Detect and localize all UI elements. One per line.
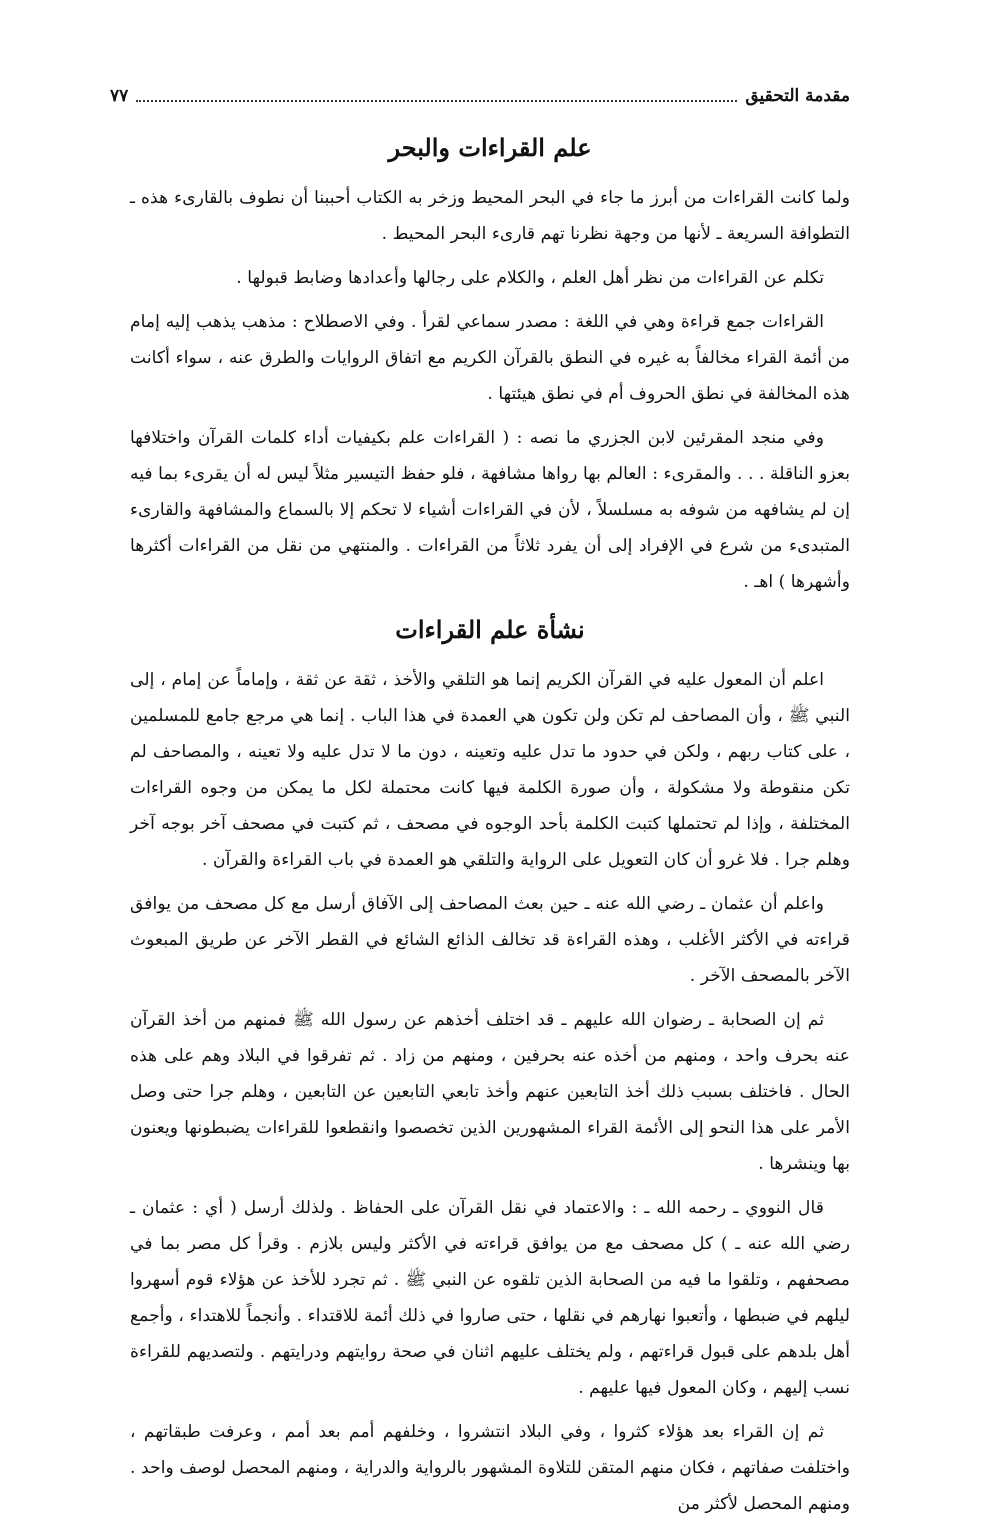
paragraph: القراءات جمع قراءة وهي في اللغة : مصدر سماعي لقرأ . وفي الاصطلاح : مذهب يذهب إليه إمام من أئمة القراء مخالفاً به غيره في النطق بالقرآن الكريم مع اتفاق الروايات والطرق عنه ، سواء أكانت هذه المخالفة في نطق الحروف أم في نطق هيئتها . bbox=[130, 312, 850, 404]
section-heading-origin-of-qiraat: نشأة علم القراءات bbox=[395, 615, 585, 644]
running-header bbox=[110, 80, 850, 112]
header-dot-leader bbox=[136, 90, 737, 102]
paragraph: ولما كانت القراءات من أبرز ما جاء في البحر المحيط وزخر به الكتاب أحببنا أن نطوف بالقارىء هذه ـ التطوافة السريعة ـ لأنها من وجهة نظرنا تهم قارىء البحر المحيط . bbox=[130, 188, 850, 244]
paragraph: ثم إن القراء بعد هؤلاء كثروا ، وفي البلاد انتشروا ، وخلفهم أمم بعد أمم ، وعرفت طبقاتهم ، واختلفت صفاتهم ، فكان منهم المتقن للتلاوة المشهور بالرواية والدراية ، ومنهم المحصل لوصف واحد . ومنهم المحصل لأكثر من bbox=[130, 1422, 850, 1514]
paragraph: واعلم أن عثمان ـ رضي الله عنه ـ حين بعث المصاحف إلى الآفاق أرسل مع كل مصحف من يوافق قراءته في الأكثر الأغلب ، وهذه القراءة قد تخالف الذائع الشائع في القطر الآخر عن طريق المبعوث الآخر بالمصحف الآخر . bbox=[130, 894, 850, 986]
page-number: ٧٧ bbox=[110, 86, 129, 106]
paragraph: قال النووي ـ رحمه الله ـ : والاعتماد في نقل القرآن على الحفاظ . ولذلك أرسل ( أي : عثمان ـ رضي الله عنه ـ ) كل مصحف مع من يوافق قراءته في الأكثر وليس بلازم . وقرأ كل مصر بما في مصحفهم ، وتلقوا ما فيه من الصحابة الذين تلقوه عن النبي ﷺ . ثم تجرد للأخذ عن هؤلاء قوم أسهروا ليلهم في ضبطها ، وأتعبوا نهارهم في نقلها ، حتى صاروا في ذلك أئمة للاقتداء . وأنجماً للاهتداء ، وأجمع أهل بلدهم على قبول قراءتهم ، ولم يختلف عليهم اثنان في صحة روايتهم ودرايتهم . ولتصديهم للقراءة نسب إليهم ، وكان المعول فيها عليهم . bbox=[130, 1198, 850, 1398]
paragraph: وفي منجد المقرئين لابن الجزري ما نصه : ( القراءات علم بكيفيات أداء كلمات القرآن واختلافها بعزو الناقلة . . . والمقرىء : العالم بها رواها مشافهة ، فلو حفظ التيسير مثلاً ليس له أن يقرىء بما فيه إن لم يشافهه من شوفه به مسلسلاً ، لأن في القراءات أشياء لا تحكم إلا بالسماع والمشافهة والقارىء المتبدىء من شرع في الإفراد إلى أن يفرد ثلاثاً من القراءات . والمنتهي من نقل من القراءات أكثرها وأشهرها ) اهـ . bbox=[130, 428, 850, 592]
section-heading-qiraat-and-bahr: علم القراءات والبحر bbox=[388, 133, 592, 162]
header-title: مقدمة التحقيق bbox=[745, 86, 850, 106]
paragraph: ثم إن الصحابة ـ رضوان الله عليهم ـ قد اختلف أخذهم عن رسول الله ﷺ فمنهم من أخذ القرآن عنه بحرف واحد ، ومنهم من أخذه عنه بحرفين ، ومنهم من زاد . ثم تفرقوا في البلاد وهم على هذه الحال . فاختلف بسبب ذلك أخذ التابعين عنهم وأخذ تابعي التابعين عن التابعين ، وهلم جرا حتى وصل الأمر على هذا النحو إلى الأئمة القراء المشهورين الذين تخصصوا وانقطعوا للقراءات يضبطونها ويعنون بها وينشرها . bbox=[130, 1010, 850, 1174]
paragraph: تكلم عن القراءات من نظر أهل العلم ، والكلام على رجالها وأعدادها وضابط قبولها . bbox=[236, 268, 824, 288]
page-body bbox=[130, 122, 850, 1530]
paragraph: اعلم أن المعول عليه في القرآن الكريم إنما هو التلقي والأخذ ، ثقة عن ثقة ، وإماماً عن إمام ، إلى النبي ﷺ ، وأن المصاحف لم تكن ولن تكون هي العمدة في هذا الباب . إنما هي مرجع جامع للمسلمين ، على كتاب ربهم ، ولكن في حدود ما تدل عليه وتعينه ، دون ما لا تدل عليه ولا تعينه ، والمصاحف لم تكن منقوطة ولا مشكولة ، وأن صورة الكلمة فيها كانت محتملة لكل ما يمكن من وجوه القراءات المختلفة ، وإذا لم تحتملها كتبت الكلمة بأحد الوجوه في مصحف ، ثم كتبت في مصحف آخر بوجه آخر وهلم جرا . فلا غرو أن كان التعويل على الرواية والتلقي هو العمدة في باب القراءة والقرآن . bbox=[130, 670, 850, 870]
